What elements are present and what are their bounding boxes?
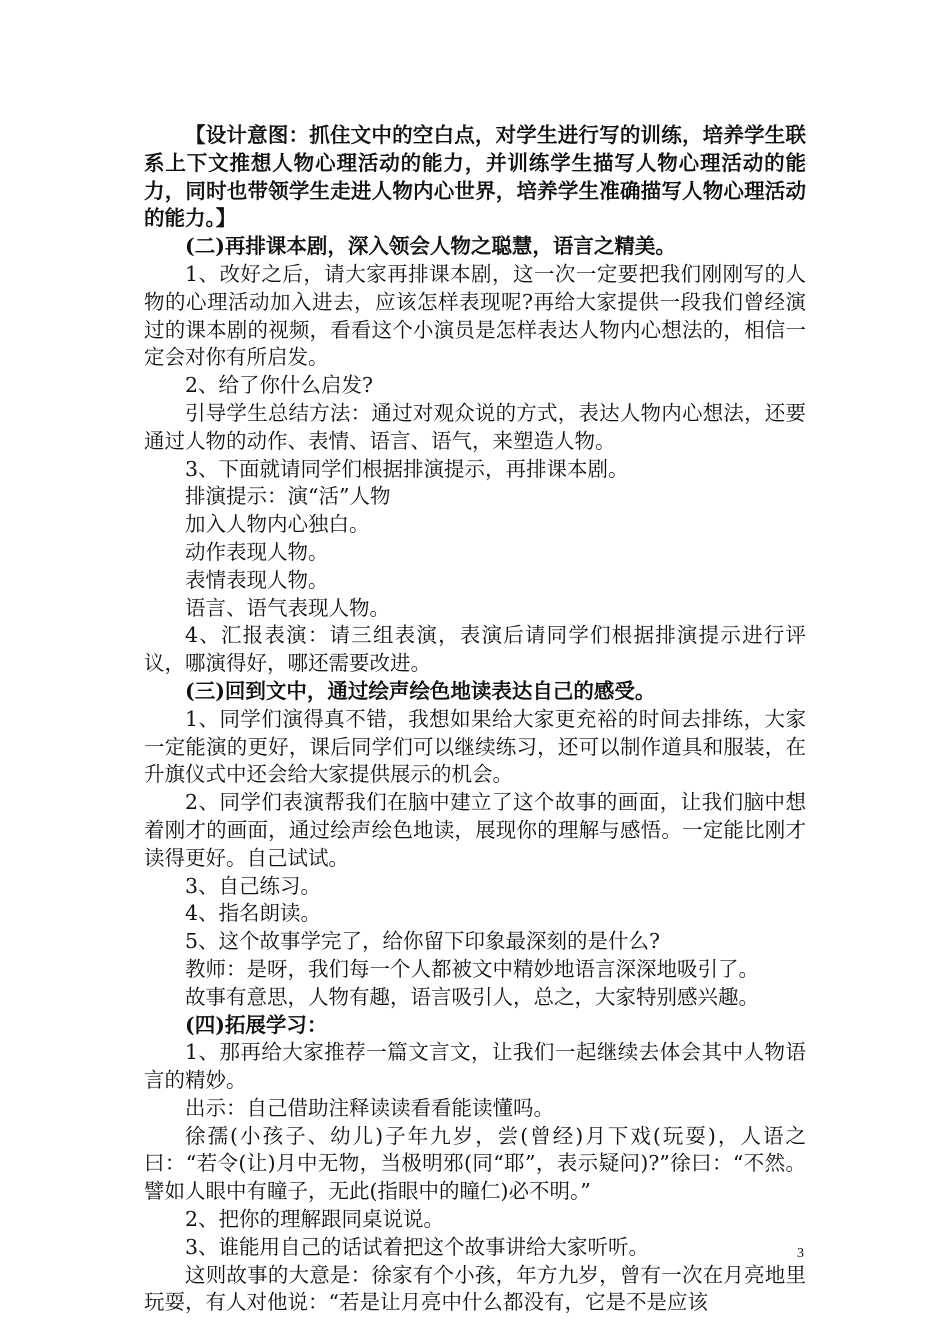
paragraph: 2、同学们表演帮我们在脑中建立了这个故事的画面，让我们脑中想着刚才的画面，通过绘声绘色地读，展现你的理解与感悟。一定能比刚才读得更好。自己试试。: [144, 790, 806, 870]
design-intent-paragraph: 【设计意图：抓住文中的空白点，对学生进行写的训练，培养学生联系上下文推想人物心理活动的能力，并训练学生描写人物心理活动的能力，同时也带领学生走进人物内心世界，培养学生准确描写人物心理活动的能力。】: [144, 123, 806, 231]
page-number: 3: [797, 1246, 804, 1261]
paragraph: 3、谁能用自己的话试着把这个故事讲给大家听听。: [185, 1234, 650, 1259]
paragraph: 4、汇报表演：请三组表演，表演后请同学们根据排演提示进行评议，哪演得好，哪还需要改进。: [144, 623, 806, 676]
rehearsal-tip: 动作表现人物。: [185, 539, 329, 564]
paragraph: 2、给了你什么启发?: [185, 373, 374, 398]
paragraph: 1、同学们演得真不错，我想如果给大家更充裕的时间去排练，大家一定能演的更好，课后同学们可以继续练习，还可以制作道具和服装，在升旗仪式中还会给大家提供展示的机会。: [144, 706, 806, 787]
paragraph: 出示：自己借助注释读读看看能读懂吗。: [185, 1095, 554, 1120]
section-heading-2: (二)再排课本剧，深入领会人物之聪慧，语言之精美。: [185, 234, 676, 259]
paragraph: 5、这个故事学完了，给你留下印象最深刻的是什么?: [185, 929, 661, 954]
paragraph: 1、那再给大家推荐一篇文言文，让我们一起继续去体会其中人物语言的精妙。: [144, 1040, 806, 1093]
paragraph: 3、自己练习。: [185, 873, 322, 898]
section-heading-3: (三)回到文中，通过绘声绘色地读表达自己的感受。: [185, 678, 656, 703]
section-heading-4: (四)拓展学习：: [185, 1012, 328, 1037]
classical-text-paragraph: 徐孺(小孩子、幼儿)子年九岁，尝(曾经)月下戏(玩耍)，人语之曰：“若令(让)月中无物，当极明邪(同“耶”，表示疑问)?”徐曰：“不然。譬如人眼中有瞳子，无此(指眼中的瞳仁)必不明。”: [144, 1123, 806, 1204]
rehearsal-tip: 表情表现人物。: [185, 567, 329, 592]
paragraph: 故事有意思，人物有趣，语言吸引人，总之，大家特别感兴趣。: [185, 984, 759, 1009]
page-body: [144, 122, 806, 1317]
paragraph: 引导学生总结方法：通过对观众说的方式，表达人物内心想法，还要通过人物的动作、表情、语言、语气，来塑造人物。: [144, 400, 806, 453]
paragraph: 4、指名朗读。: [185, 901, 322, 926]
paragraph: 1、改好之后，请大家再排课本剧，这一次一定要把我们刚刚写的人物的心理活动加入进去，应该怎样表现呢?再给大家提供一段我们曾经演过的课本剧的视频，看看这个小演员是怎样表达人物内心想法的，相信一定会对你有所启发。: [144, 261, 806, 370]
rehearsal-tip: 加入人物内心独白。: [185, 512, 370, 537]
rehearsal-tips-title: 排演提示：演“活”人物: [185, 484, 391, 509]
paragraph: 教师：是呀，我们每一个人都被文中精妙地语言深深地吸引了。: [185, 956, 759, 981]
paragraph: 这则故事的大意是：徐家有个小孩，年方九岁，曾有一次在月亮地里玩耍，有人对他说：“若是让月亮中什么都没有，它是不是应该: [144, 1262, 806, 1315]
rehearsal-tip: 语言、语气表现人物。: [185, 595, 390, 620]
paragraph: 2、把你的理解跟同桌说说。: [185, 1207, 445, 1232]
paragraph: 3、下面就请同学们根据排演提示，再排课本剧。: [185, 456, 629, 481]
